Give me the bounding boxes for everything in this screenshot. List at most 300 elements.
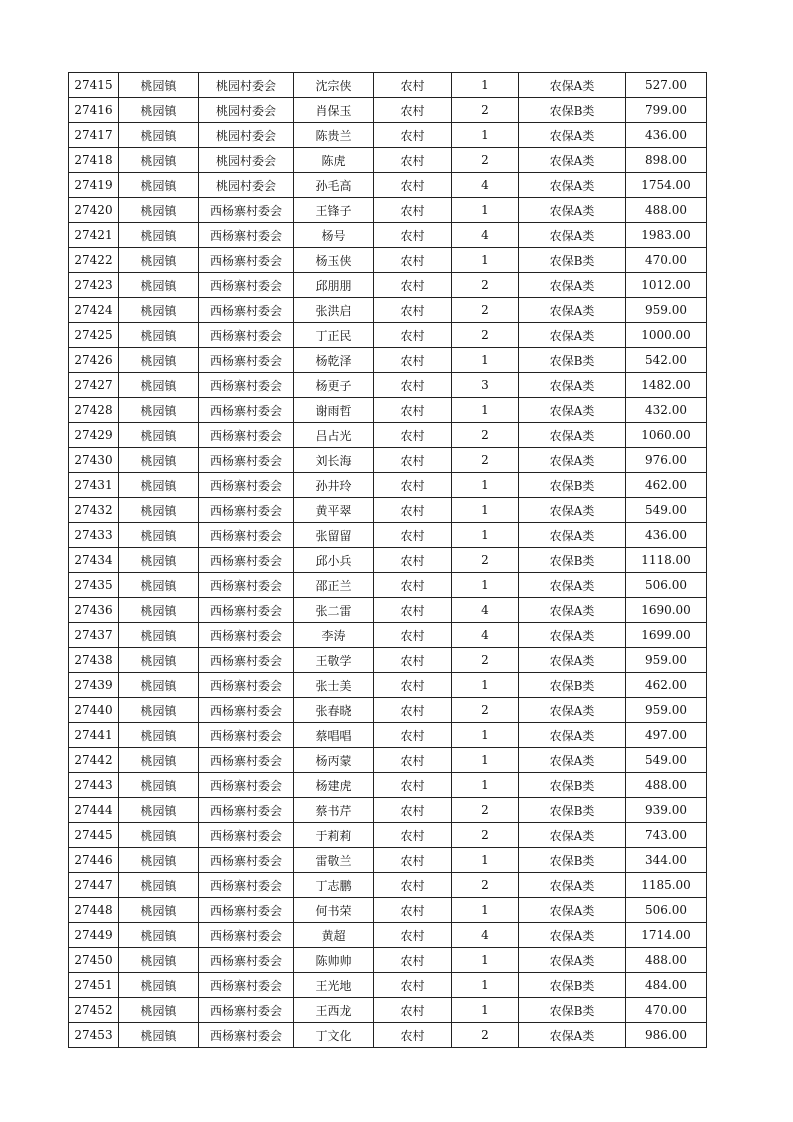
id-cell: 27449: [69, 923, 119, 948]
area-cell: 农村: [374, 723, 452, 748]
town-cell: 桃园镇: [119, 398, 199, 423]
category-cell: 农保B类: [519, 773, 626, 798]
count-cell: 1: [452, 773, 519, 798]
town-cell: 桃园镇: [119, 348, 199, 373]
amount-cell: 470.00: [626, 998, 707, 1023]
category-cell: 农保A类: [519, 173, 626, 198]
name-cell: 丁文化: [294, 1023, 374, 1048]
count-cell: 2: [452, 648, 519, 673]
name-cell: 邵正兰: [294, 573, 374, 598]
name-cell: 杨更子: [294, 373, 374, 398]
amount-cell: 1983.00: [626, 223, 707, 248]
category-cell: 农保A类: [519, 498, 626, 523]
count-cell: 1: [452, 348, 519, 373]
name-cell: 张留留: [294, 523, 374, 548]
amount-cell: 462.00: [626, 473, 707, 498]
name-cell: 雷敬兰: [294, 848, 374, 873]
amount-cell: 436.00: [626, 123, 707, 148]
category-cell: 农保A类: [519, 198, 626, 223]
id-cell: 27428: [69, 398, 119, 423]
table-row: [69, 598, 707, 623]
id-cell: 27419: [69, 173, 119, 198]
committee-cell: 西杨寨村委会: [199, 673, 294, 698]
town-cell: 桃园镇: [119, 298, 199, 323]
committee-cell: 西杨寨村委会: [199, 898, 294, 923]
amount-cell: 898.00: [626, 148, 707, 173]
category-cell: 农保B类: [519, 973, 626, 998]
id-cell: 27420: [69, 198, 119, 223]
count-cell: 2: [452, 273, 519, 298]
category-cell: 农保A类: [519, 148, 626, 173]
count-cell: 1: [452, 523, 519, 548]
committee-cell: 西杨寨村委会: [199, 248, 294, 273]
table-row: [69, 798, 707, 823]
count-cell: 1: [452, 748, 519, 773]
table-row: [69, 648, 707, 673]
id-cell: 27417: [69, 123, 119, 148]
name-cell: 陈贵兰: [294, 123, 374, 148]
name-cell: 杨丙蒙: [294, 748, 374, 773]
count-cell: 1: [452, 973, 519, 998]
records-table: [68, 72, 707, 1048]
amount-cell: 344.00: [626, 848, 707, 873]
id-cell: 27432: [69, 498, 119, 523]
committee-cell: 桃园村委会: [199, 148, 294, 173]
table-row: [69, 548, 707, 573]
id-cell: 27447: [69, 873, 119, 898]
category-cell: 农保A类: [519, 73, 626, 98]
category-cell: 农保B类: [519, 998, 626, 1023]
category-cell: 农保A类: [519, 448, 626, 473]
id-cell: 27423: [69, 273, 119, 298]
table-row: [69, 873, 707, 898]
area-cell: 农村: [374, 773, 452, 798]
id-cell: 27434: [69, 548, 119, 573]
id-cell: 27426: [69, 348, 119, 373]
table-row: [69, 123, 707, 148]
id-cell: 27438: [69, 648, 119, 673]
name-cell: 于莉莉: [294, 823, 374, 848]
count-cell: 2: [452, 448, 519, 473]
table-row: [69, 523, 707, 548]
amount-cell: 527.00: [626, 73, 707, 98]
town-cell: 桃园镇: [119, 823, 199, 848]
id-cell: 27453: [69, 1023, 119, 1048]
area-cell: 农村: [374, 273, 452, 298]
committee-cell: 西杨寨村委会: [199, 523, 294, 548]
town-cell: 桃园镇: [119, 598, 199, 623]
count-cell: 4: [452, 173, 519, 198]
category-cell: 农保A类: [519, 223, 626, 248]
committee-cell: 西杨寨村委会: [199, 848, 294, 873]
id-cell: 27422: [69, 248, 119, 273]
table-body: [69, 73, 707, 1048]
committee-cell: 西杨寨村委会: [199, 598, 294, 623]
town-cell: 桃园镇: [119, 548, 199, 573]
committee-cell: 西杨寨村委会: [199, 573, 294, 598]
area-cell: 农村: [374, 873, 452, 898]
table-row: [69, 448, 707, 473]
table-row: [69, 923, 707, 948]
category-cell: 农保B类: [519, 248, 626, 273]
category-cell: 农保B类: [519, 848, 626, 873]
table-row: [69, 498, 707, 523]
category-cell: 农保A类: [519, 523, 626, 548]
amount-cell: 488.00: [626, 198, 707, 223]
name-cell: 蔡书芹: [294, 798, 374, 823]
count-cell: 1: [452, 998, 519, 1023]
committee-cell: 西杨寨村委会: [199, 698, 294, 723]
town-cell: 桃园镇: [119, 748, 199, 773]
committee-cell: 西杨寨村委会: [199, 798, 294, 823]
table-row: [69, 423, 707, 448]
table-row: [69, 673, 707, 698]
table-row: [69, 73, 707, 98]
town-cell: 桃园镇: [119, 873, 199, 898]
town-cell: 桃园镇: [119, 98, 199, 123]
count-cell: 2: [452, 873, 519, 898]
count-cell: 1: [452, 398, 519, 423]
table-row: [69, 898, 707, 923]
table-row: [69, 623, 707, 648]
count-cell: 2: [452, 423, 519, 448]
table-row: [69, 398, 707, 423]
category-cell: 农保A类: [519, 698, 626, 723]
area-cell: 农村: [374, 1023, 452, 1048]
committee-cell: 西杨寨村委会: [199, 823, 294, 848]
category-cell: 农保B类: [519, 473, 626, 498]
count-cell: 1: [452, 73, 519, 98]
area-cell: 农村: [374, 548, 452, 573]
id-cell: 27415: [69, 73, 119, 98]
name-cell: 谢雨哲: [294, 398, 374, 423]
name-cell: 丁正民: [294, 323, 374, 348]
name-cell: 王光地: [294, 973, 374, 998]
amount-cell: 959.00: [626, 298, 707, 323]
id-cell: 27448: [69, 898, 119, 923]
count-cell: 2: [452, 323, 519, 348]
committee-cell: 西杨寨村委会: [199, 873, 294, 898]
area-cell: 农村: [374, 898, 452, 923]
amount-cell: 986.00: [626, 1023, 707, 1048]
committee-cell: 西杨寨村委会: [199, 398, 294, 423]
id-cell: 27433: [69, 523, 119, 548]
amount-cell: 1690.00: [626, 598, 707, 623]
name-cell: 黄超: [294, 923, 374, 948]
name-cell: 王西龙: [294, 998, 374, 1023]
count-cell: 1: [452, 673, 519, 698]
amount-cell: 1754.00: [626, 173, 707, 198]
name-cell: 李涛: [294, 623, 374, 648]
count-cell: 1: [452, 848, 519, 873]
count-cell: 2: [452, 548, 519, 573]
id-cell: 27443: [69, 773, 119, 798]
count-cell: 2: [452, 1023, 519, 1048]
amount-cell: 1185.00: [626, 873, 707, 898]
category-cell: 农保A类: [519, 923, 626, 948]
category-cell: 农保A类: [519, 898, 626, 923]
amount-cell: 1060.00: [626, 423, 707, 448]
table-row: [69, 823, 707, 848]
count-cell: 2: [452, 298, 519, 323]
amount-cell: 939.00: [626, 798, 707, 823]
table-row: [69, 98, 707, 123]
category-cell: 农保A类: [519, 273, 626, 298]
committee-cell: 西杨寨村委会: [199, 923, 294, 948]
amount-cell: 959.00: [626, 648, 707, 673]
table-row: [69, 848, 707, 873]
name-cell: 孙毛高: [294, 173, 374, 198]
id-cell: 27444: [69, 798, 119, 823]
name-cell: 邱小兵: [294, 548, 374, 573]
amount-cell: 1000.00: [626, 323, 707, 348]
committee-cell: 西杨寨村委会: [199, 723, 294, 748]
town-cell: 桃园镇: [119, 698, 199, 723]
category-cell: 农保A类: [519, 1023, 626, 1048]
name-cell: 张洪启: [294, 298, 374, 323]
id-cell: 27437: [69, 623, 119, 648]
town-cell: 桃园镇: [119, 573, 199, 598]
area-cell: 农村: [374, 648, 452, 673]
name-cell: 吕占光: [294, 423, 374, 448]
category-cell: 农保A类: [519, 948, 626, 973]
category-cell: 农保B类: [519, 673, 626, 698]
committee-cell: 西杨寨村委会: [199, 948, 294, 973]
count-cell: 1: [452, 898, 519, 923]
area-cell: 农村: [374, 298, 452, 323]
category-cell: 农保A类: [519, 423, 626, 448]
count-cell: 2: [452, 98, 519, 123]
town-cell: 桃园镇: [119, 123, 199, 148]
category-cell: 农保A类: [519, 573, 626, 598]
count-cell: 1: [452, 198, 519, 223]
name-cell: 陈虎: [294, 148, 374, 173]
count-cell: 2: [452, 823, 519, 848]
category-cell: 农保B类: [519, 798, 626, 823]
id-cell: 27416: [69, 98, 119, 123]
committee-cell: 桃园村委会: [199, 98, 294, 123]
table-row: [69, 698, 707, 723]
amount-cell: 1699.00: [626, 623, 707, 648]
area-cell: 农村: [374, 223, 452, 248]
amount-cell: 484.00: [626, 973, 707, 998]
committee-cell: 西杨寨村委会: [199, 423, 294, 448]
name-cell: 王敬学: [294, 648, 374, 673]
name-cell: 黄平翠: [294, 498, 374, 523]
area-cell: 农村: [374, 623, 452, 648]
committee-cell: 西杨寨村委会: [199, 973, 294, 998]
table-row: [69, 973, 707, 998]
town-cell: 桃园镇: [119, 498, 199, 523]
area-cell: 农村: [374, 673, 452, 698]
category-cell: 农保A类: [519, 823, 626, 848]
name-cell: 沈宗侠: [294, 73, 374, 98]
category-cell: 农保B类: [519, 98, 626, 123]
town-cell: 桃园镇: [119, 648, 199, 673]
table-row: [69, 173, 707, 198]
name-cell: 邱朋朋: [294, 273, 374, 298]
name-cell: 杨乾泽: [294, 348, 374, 373]
table-row: [69, 148, 707, 173]
area-cell: 农村: [374, 973, 452, 998]
count-cell: 4: [452, 223, 519, 248]
id-cell: 27427: [69, 373, 119, 398]
name-cell: 刘长海: [294, 448, 374, 473]
id-cell: 27439: [69, 673, 119, 698]
committee-cell: 西杨寨村委会: [199, 473, 294, 498]
amount-cell: 1118.00: [626, 548, 707, 573]
name-cell: 丁志鹏: [294, 873, 374, 898]
area-cell: 农村: [374, 323, 452, 348]
id-cell: 27418: [69, 148, 119, 173]
category-cell: 农保A类: [519, 373, 626, 398]
count-cell: 4: [452, 923, 519, 948]
category-cell: 农保A类: [519, 873, 626, 898]
table-row: [69, 223, 707, 248]
amount-cell: 488.00: [626, 948, 707, 973]
area-cell: 农村: [374, 98, 452, 123]
town-cell: 桃园镇: [119, 73, 199, 98]
town-cell: 桃园镇: [119, 273, 199, 298]
town-cell: 桃园镇: [119, 673, 199, 698]
town-cell: 桃园镇: [119, 423, 199, 448]
count-cell: 4: [452, 623, 519, 648]
id-cell: 27425: [69, 323, 119, 348]
id-cell: 27442: [69, 748, 119, 773]
town-cell: 桃园镇: [119, 448, 199, 473]
committee-cell: 西杨寨村委会: [199, 448, 294, 473]
amount-cell: 542.00: [626, 348, 707, 373]
committee-cell: 西杨寨村委会: [199, 623, 294, 648]
id-cell: 27436: [69, 598, 119, 623]
area-cell: 农村: [374, 198, 452, 223]
name-cell: 张二雷: [294, 598, 374, 623]
amount-cell: 497.00: [626, 723, 707, 748]
amount-cell: 549.00: [626, 748, 707, 773]
id-cell: 27452: [69, 998, 119, 1023]
committee-cell: 西杨寨村委会: [199, 223, 294, 248]
amount-cell: 1012.00: [626, 273, 707, 298]
id-cell: 27430: [69, 448, 119, 473]
name-cell: 蔡唱唱: [294, 723, 374, 748]
category-cell: 农保A类: [519, 748, 626, 773]
committee-cell: 西杨寨村委会: [199, 348, 294, 373]
count-cell: 1: [452, 473, 519, 498]
amount-cell: 743.00: [626, 823, 707, 848]
area-cell: 农村: [374, 498, 452, 523]
category-cell: 农保B类: [519, 348, 626, 373]
amount-cell: 436.00: [626, 523, 707, 548]
town-cell: 桃园镇: [119, 948, 199, 973]
amount-cell: 959.00: [626, 698, 707, 723]
area-cell: 农村: [374, 148, 452, 173]
town-cell: 桃园镇: [119, 798, 199, 823]
area-cell: 农村: [374, 448, 452, 473]
id-cell: 27431: [69, 473, 119, 498]
amount-cell: 506.00: [626, 573, 707, 598]
category-cell: 农保A类: [519, 623, 626, 648]
table-row: [69, 998, 707, 1023]
name-cell: 杨玉侠: [294, 248, 374, 273]
category-cell: 农保B类: [519, 548, 626, 573]
name-cell: 王锋子: [294, 198, 374, 223]
amount-cell: 462.00: [626, 673, 707, 698]
area-cell: 农村: [374, 573, 452, 598]
amount-cell: 432.00: [626, 398, 707, 423]
id-cell: 27446: [69, 848, 119, 873]
table-row: [69, 373, 707, 398]
committee-cell: 西杨寨村委会: [199, 748, 294, 773]
table-row: [69, 323, 707, 348]
count-cell: 1: [452, 948, 519, 973]
town-cell: 桃园镇: [119, 198, 199, 223]
table-row: [69, 473, 707, 498]
town-cell: 桃园镇: [119, 773, 199, 798]
committee-cell: 西杨寨村委会: [199, 373, 294, 398]
area-cell: 农村: [374, 348, 452, 373]
table-row: [69, 298, 707, 323]
amount-cell: 488.00: [626, 773, 707, 798]
amount-cell: 1482.00: [626, 373, 707, 398]
table-row: [69, 948, 707, 973]
name-cell: 肖保玉: [294, 98, 374, 123]
id-cell: 27424: [69, 298, 119, 323]
town-cell: 桃园镇: [119, 323, 199, 348]
area-cell: 农村: [374, 598, 452, 623]
count-cell: 1: [452, 723, 519, 748]
area-cell: 农村: [374, 248, 452, 273]
committee-cell: 西杨寨村委会: [199, 298, 294, 323]
table-row: [69, 248, 707, 273]
name-cell: 孙井玲: [294, 473, 374, 498]
area-cell: 农村: [374, 823, 452, 848]
table-row: [69, 573, 707, 598]
area-cell: 农村: [374, 798, 452, 823]
town-cell: 桃园镇: [119, 248, 199, 273]
id-cell: 27445: [69, 823, 119, 848]
committee-cell: 西杨寨村委会: [199, 498, 294, 523]
category-cell: 农保A类: [519, 723, 626, 748]
name-cell: 张士美: [294, 673, 374, 698]
amount-cell: 1714.00: [626, 923, 707, 948]
committee-cell: 西杨寨村委会: [199, 323, 294, 348]
table-row: [69, 748, 707, 773]
count-cell: 1: [452, 123, 519, 148]
area-cell: 农村: [374, 848, 452, 873]
area-cell: 农村: [374, 923, 452, 948]
area-cell: 农村: [374, 748, 452, 773]
count-cell: 4: [452, 598, 519, 623]
town-cell: 桃园镇: [119, 523, 199, 548]
committee-cell: 西杨寨村委会: [199, 648, 294, 673]
id-cell: 27429: [69, 423, 119, 448]
committee-cell: 西杨寨村委会: [199, 998, 294, 1023]
count-cell: 1: [452, 573, 519, 598]
table-row: [69, 723, 707, 748]
town-cell: 桃园镇: [119, 923, 199, 948]
name-cell: 何书荣: [294, 898, 374, 923]
name-cell: 张春晓: [294, 698, 374, 723]
committee-cell: 西杨寨村委会: [199, 273, 294, 298]
town-cell: 桃园镇: [119, 623, 199, 648]
id-cell: 27451: [69, 973, 119, 998]
amount-cell: 799.00: [626, 98, 707, 123]
area-cell: 农村: [374, 73, 452, 98]
area-cell: 农村: [374, 948, 452, 973]
committee-cell: 桃园村委会: [199, 123, 294, 148]
name-cell: 杨号: [294, 223, 374, 248]
category-cell: 农保A类: [519, 298, 626, 323]
